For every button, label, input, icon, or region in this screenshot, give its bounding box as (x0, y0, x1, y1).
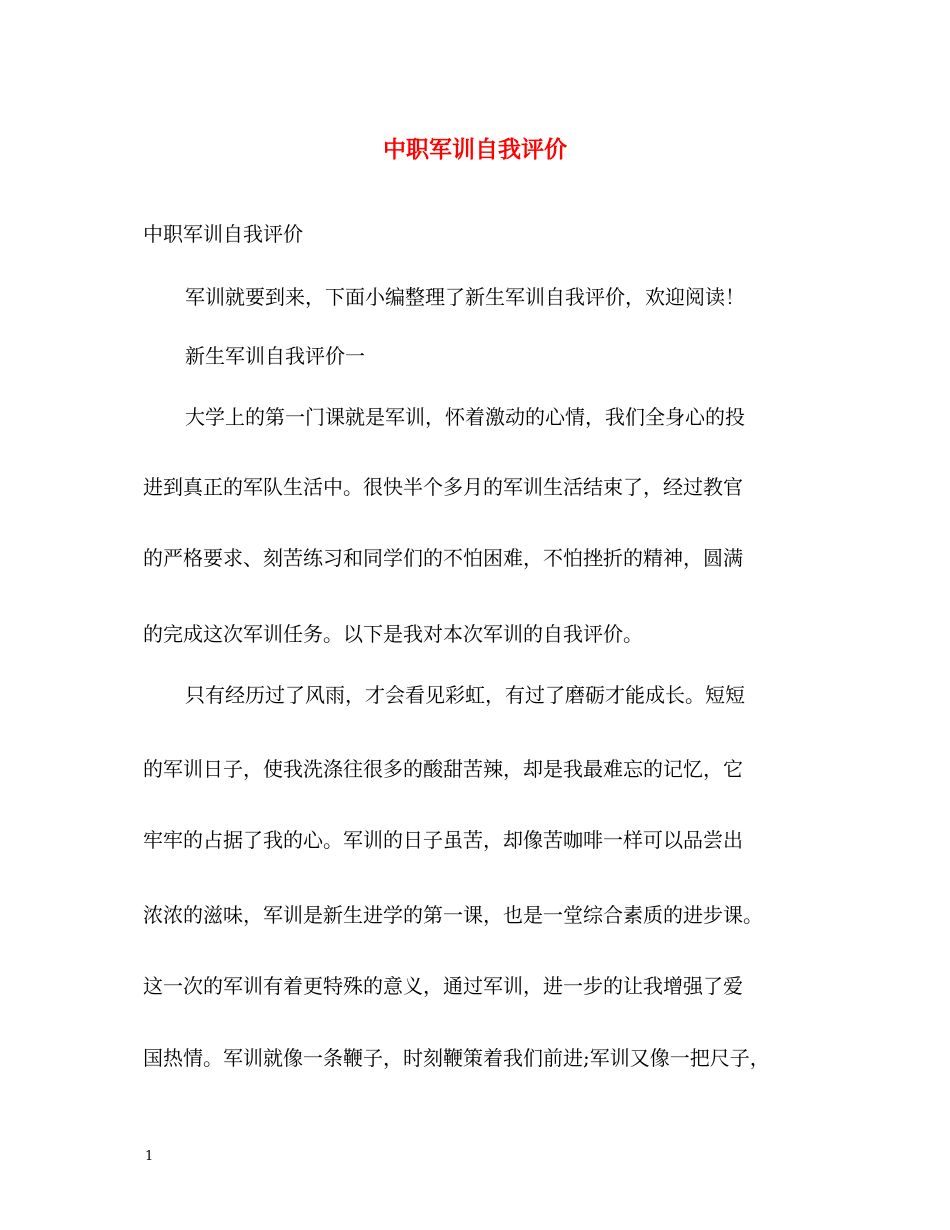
paragraph-line: 的严格要求、刻苦练习和同学们的不怕困难，不怕挫折的精神，圆满 (143, 546, 743, 570)
paragraph-line: 只有经历过了风雨，才会看见彩虹，有过了磨砺才能成长。短短 (185, 683, 745, 707)
paragraph-line: 这一次的军训有着更特殊的意义，通过军训，进一步的让我增强了爱 (143, 974, 743, 998)
paragraph-line: 国热情。军训就像一条鞭子，时刻鞭策着我们前进;军训又像一把尺子， (143, 1046, 770, 1070)
section-heading: 新生军训自我评价一 (185, 344, 365, 368)
paragraph-line: 的完成这次军训任务。以下是我对本次军训的自我评价。 (143, 622, 643, 646)
paragraph-line: 浓浓的滋味，军训是新生进学的第一课，也是一堂综合素质的进步课。 (143, 903, 763, 927)
page-title: 中职军训自我评价 (383, 136, 567, 163)
paragraph-line: 军训就要到来，下面小编整理了新生军训自我评价，欢迎阅读！ (185, 285, 745, 309)
page-number: 1 (145, 1149, 154, 1164)
paragraph-line: 的军训日子，使我洗涤往很多的酸甜苦辣，却是我最难忘的记忆，它 (143, 757, 743, 781)
paragraph-line: 大学上的第一门课就是军训，怀着激动的心情，我们全身心的投 (185, 405, 745, 429)
paragraph-line: 进到真正的军队生活中。很快半个多月的军训生活结束了，经过教官 (143, 475, 743, 499)
subtitle-line: 中职军训自我评价 (143, 222, 303, 246)
paragraph-line: 牢牢的占据了我的心。军训的日子虽苦，却像苦咖啡一样可以品尝出 (143, 828, 743, 852)
